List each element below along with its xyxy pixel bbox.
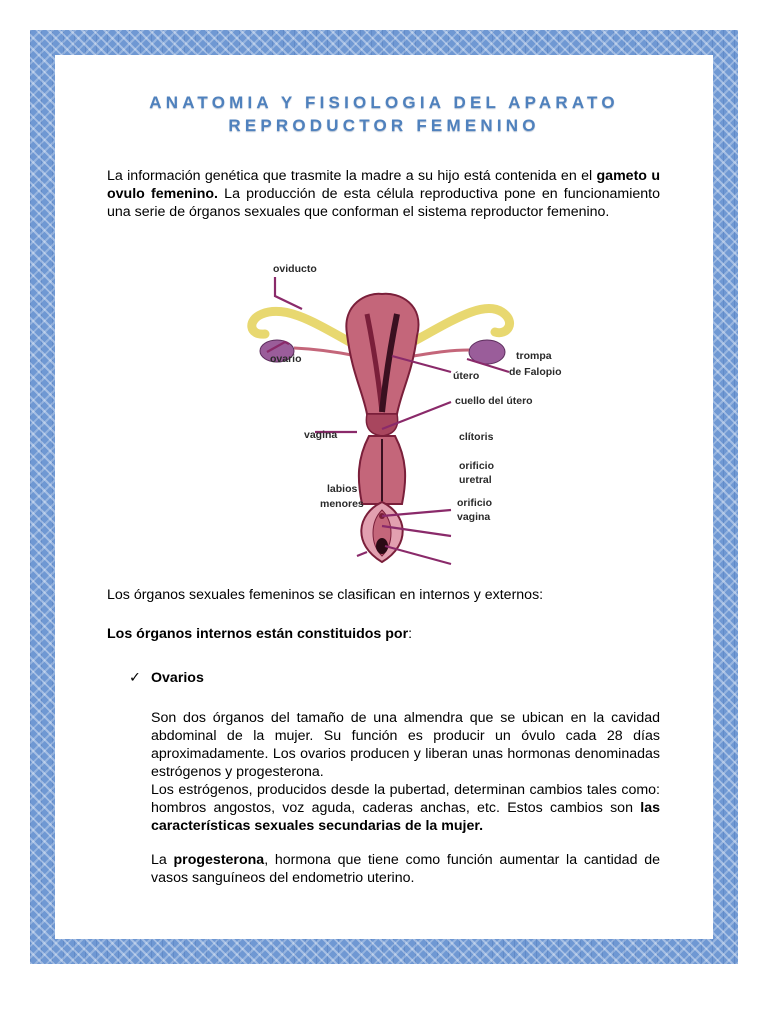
label-labios-1: labios <box>327 483 358 495</box>
ovaries-bold: las características sexuales secundarias de la mujer. <box>151 800 660 834</box>
label-trompa-1: trompa <box>516 350 552 362</box>
ovaries-text-1: Son dos órganos del tamaño de una almendra que se ubican en la cavidad abdominal de la mujer. Su función es producir un óvulo cada 28 días aproximadamente. Los ovarios producen y liberan unas hormonas denominadas estrógenos y progesterona. <box>151 710 660 780</box>
internal-organs-bold: Los órganos internos están constituidos por <box>107 626 409 642</box>
checkmark-icon: ✓ <box>129 670 141 686</box>
label-orificio-vagina-2: vagina <box>457 511 491 523</box>
label-ovario: ovario <box>270 353 302 365</box>
bullet-label: Ovarios <box>151 670 204 686</box>
ovaries-text-2: Los estrógenos, producidos desde la pubertad, determinan cambios tales como: hombros angostos, voz aguda, caderas anchas, etc. Estos cambios son <box>151 782 660 816</box>
intro-text-1: La información genética que trasmite la madre a su hijo está contenida en el <box>107 168 597 184</box>
ovaries-paragraph <box>151 709 660 835</box>
classification-paragraph: Los órganos sexuales femeninos se clasifican en internos y externos: <box>107 587 544 603</box>
label-clitoris: clítoris <box>459 431 494 443</box>
progesterone-bold: progesterona <box>173 852 265 868</box>
progesterone-paragraph <box>151 851 660 887</box>
reproductive-system-diagram <box>207 263 562 569</box>
label-trompa-2: de Falopio <box>509 366 562 378</box>
internal-organs-heading <box>107 625 660 643</box>
label-oviducto: oviducto <box>273 263 317 275</box>
label-cuello: cuello del útero <box>455 395 533 407</box>
intro-bold-term: gameto u ovulo femenino. <box>107 168 661 202</box>
title-line-2: REPRODUCTOR FEMENINO <box>228 116 540 135</box>
page-content <box>55 55 713 939</box>
label-utero: útero <box>453 370 480 382</box>
progesterone-text-1: La <box>151 852 174 868</box>
label-orificio-uretral-2: uretral <box>459 474 492 486</box>
label-orificio-uretral-1: orificio <box>459 460 495 472</box>
internal-organs-colon: : <box>408 626 413 642</box>
label-vagina: vagina <box>304 429 338 441</box>
document-title <box>55 91 713 137</box>
label-labios-2: menores <box>320 498 364 510</box>
label-orificio-vagina-1: orificio <box>457 497 493 509</box>
title-line-1: ANATOMIA Y FISIOLOGIA DEL APARATO <box>149 93 619 112</box>
intro-text-2: La producción de esta célula reproductiva pone en funcionamiento una serie de órganos sexuales que conforman el sistema reproductor femenino. <box>107 186 661 220</box>
bullet-ovarios <box>129 669 204 687</box>
progesterone-text-2: , hormona que tiene como función aumentar la cantidad de vasos sanguíneos del endometrio uterino. <box>151 852 660 886</box>
intro-paragraph <box>107 167 660 221</box>
